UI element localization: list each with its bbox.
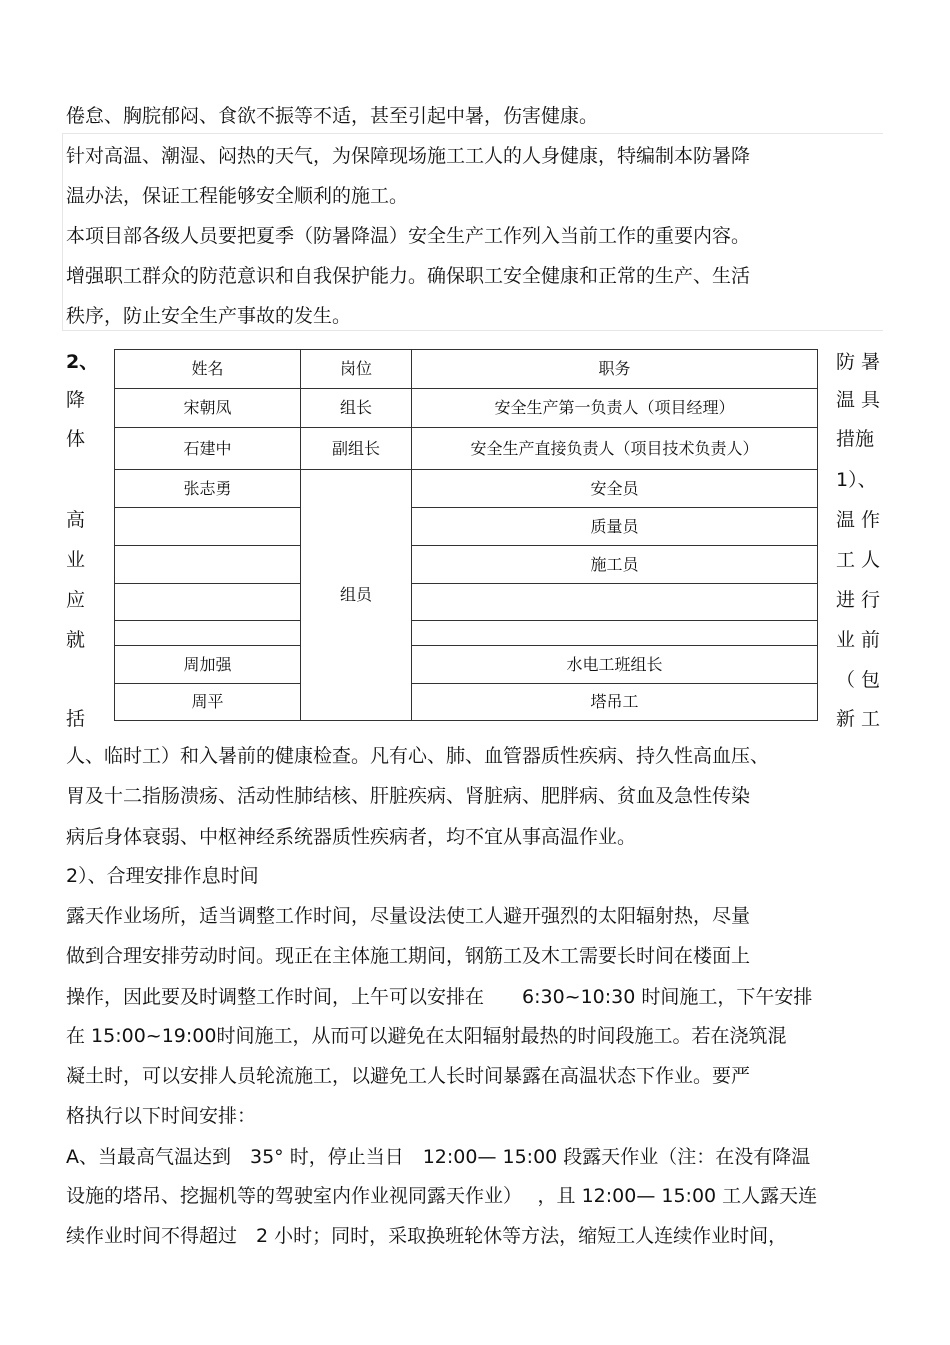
body-line: 操作，因此要及时调整工作时间，上午可以安排在 6:30~10:30 时间施工，下午安排 bbox=[66, 986, 813, 1008]
side-char: 进 行 bbox=[836, 589, 881, 611]
side-char: 括 bbox=[66, 708, 86, 730]
side-char: 温 具 bbox=[836, 389, 881, 411]
staff-table bbox=[114, 349, 818, 721]
header-name: 姓名 bbox=[115, 350, 301, 389]
body-line: 续作业时间不得超过 2 小时；同时，采取换班轮休等方法，缩短工人连续作业时间， bbox=[66, 1225, 788, 1247]
table-row bbox=[115, 470, 818, 508]
table-row bbox=[115, 684, 818, 721]
cell-duty: 质量员 bbox=[412, 508, 818, 546]
top-line: 倦怠、胸脘郁闷、食欲不振等不适，甚至引起中暑，伤害健康。 bbox=[66, 105, 599, 127]
side-char: （ 包 bbox=[836, 669, 881, 691]
header-post: 岗位 bbox=[301, 350, 412, 389]
body-line: A、当最高气温达到 35° 时，停止当日 12:00— 15:00 段露天作业（注：在没有降温 bbox=[66, 1146, 811, 1168]
cell-name: 宋朝凤 bbox=[115, 389, 301, 428]
cell-name: 张志勇 bbox=[115, 470, 301, 508]
side-char: 新 工 bbox=[836, 708, 881, 730]
cell-name: 周平 bbox=[115, 684, 301, 721]
cell-name bbox=[115, 546, 301, 584]
cell-duty: 安全生产第一负责人（项目经理） bbox=[412, 389, 818, 428]
intro-line: 秩序，防止安全生产事故的发生。 bbox=[66, 305, 352, 327]
cell-post: 组长 bbox=[301, 389, 412, 428]
body-line: 设施的塔吊、挖掘机等的驾驶室内作业视同露天作业） ，且 12:00— 15:00 工人露天连 bbox=[66, 1185, 818, 1207]
cell-duty: 施工员 bbox=[412, 546, 818, 584]
side-char: 工 人 bbox=[836, 549, 881, 571]
cell-duty bbox=[412, 621, 818, 646]
subheading: 2）、合理安排作息时间 bbox=[66, 865, 259, 887]
table-row bbox=[115, 508, 818, 546]
side-char: 温 作 bbox=[836, 509, 881, 531]
table-row bbox=[115, 428, 818, 470]
body-line: 病后身体衰弱、中枢神经系统器质性疾病者，均不宜从事高温作业。 bbox=[66, 826, 637, 848]
table-row bbox=[115, 389, 818, 428]
intro-line: 温办法，保证工程能够安全顺利的施工。 bbox=[66, 185, 409, 207]
side-char: 降 bbox=[66, 389, 86, 411]
intro-line: 针对高温、潮湿、闷热的天气，为保障现场施工工人的人身健康，特编制本防暑降 bbox=[66, 145, 751, 167]
cell-name bbox=[115, 584, 301, 621]
table-row bbox=[115, 584, 818, 621]
side-char: 就 bbox=[66, 629, 86, 651]
table-row bbox=[115, 546, 818, 584]
body-line: 胃及十二指肠溃疡、活动性肺结核、肝脏疾病、肾脏病、肥胖病、贫血及急性传染 bbox=[66, 785, 751, 807]
side-char: 应 bbox=[66, 589, 86, 611]
cell-duty: 塔吊工 bbox=[412, 684, 818, 721]
cell-post: 副组长 bbox=[301, 428, 412, 470]
cell-duty bbox=[412, 584, 818, 621]
intro-line: 本项目部各级人员要把夏季（防暑降温）安全生产工作列入当前工作的重要内容。 bbox=[66, 225, 751, 247]
header-duty: 职务 bbox=[412, 350, 818, 389]
side-char: 业 前 bbox=[836, 629, 881, 651]
side-char: 体 bbox=[66, 428, 86, 450]
body-line: 露天作业场所，适当调整工作时间，尽量设法使工人避开强烈的太阳辐射热，尽量 bbox=[66, 905, 751, 927]
table-row bbox=[115, 646, 818, 684]
table-header-row bbox=[115, 350, 818, 389]
cell-name: 周加强 bbox=[115, 646, 301, 684]
side-char: 措施 bbox=[836, 428, 875, 450]
intro-line: 增强职工群众的防范意识和自我保护能力。确保职工安全健康和正常的生产、生活 bbox=[66, 265, 751, 287]
body-line: 在 15:00~19:00时间施工，从而可以避免在太阳辐射最热的时间段施工。若在浇筑混 bbox=[66, 1025, 787, 1047]
cell-name bbox=[115, 508, 301, 546]
body-line: 人、临时工）和入暑前的健康检查。凡有心、肺、血管器质性疾病、持久性高血压、 bbox=[66, 745, 770, 767]
cell-group-role: 组员 bbox=[301, 470, 412, 721]
side-char: 业 bbox=[66, 549, 86, 571]
side-char: 高 bbox=[66, 509, 86, 531]
body-line: 凝土时，可以安排人员轮流施工，以避免工人长时间暴露在高温状态下作业。要严 bbox=[66, 1065, 751, 1087]
table-row bbox=[115, 621, 818, 646]
body-line: 格执行以下时间安排： bbox=[66, 1105, 257, 1127]
cell-duty: 安全员 bbox=[412, 470, 818, 508]
cell-name: 石建中 bbox=[115, 428, 301, 470]
body-line: 做到合理安排劳动时间。现正在主体施工期间，钢筋工及木工需要长时间在楼面上 bbox=[66, 945, 751, 967]
section-number: 2、 bbox=[66, 351, 99, 373]
cell-duty: 安全生产直接负责人（项目技术负责人） bbox=[412, 428, 818, 470]
cell-name bbox=[115, 621, 301, 646]
cell-duty: 水电工班组长 bbox=[412, 646, 818, 684]
side-char: 1）、 bbox=[836, 469, 877, 491]
side-char: 防 暑 bbox=[836, 351, 881, 373]
